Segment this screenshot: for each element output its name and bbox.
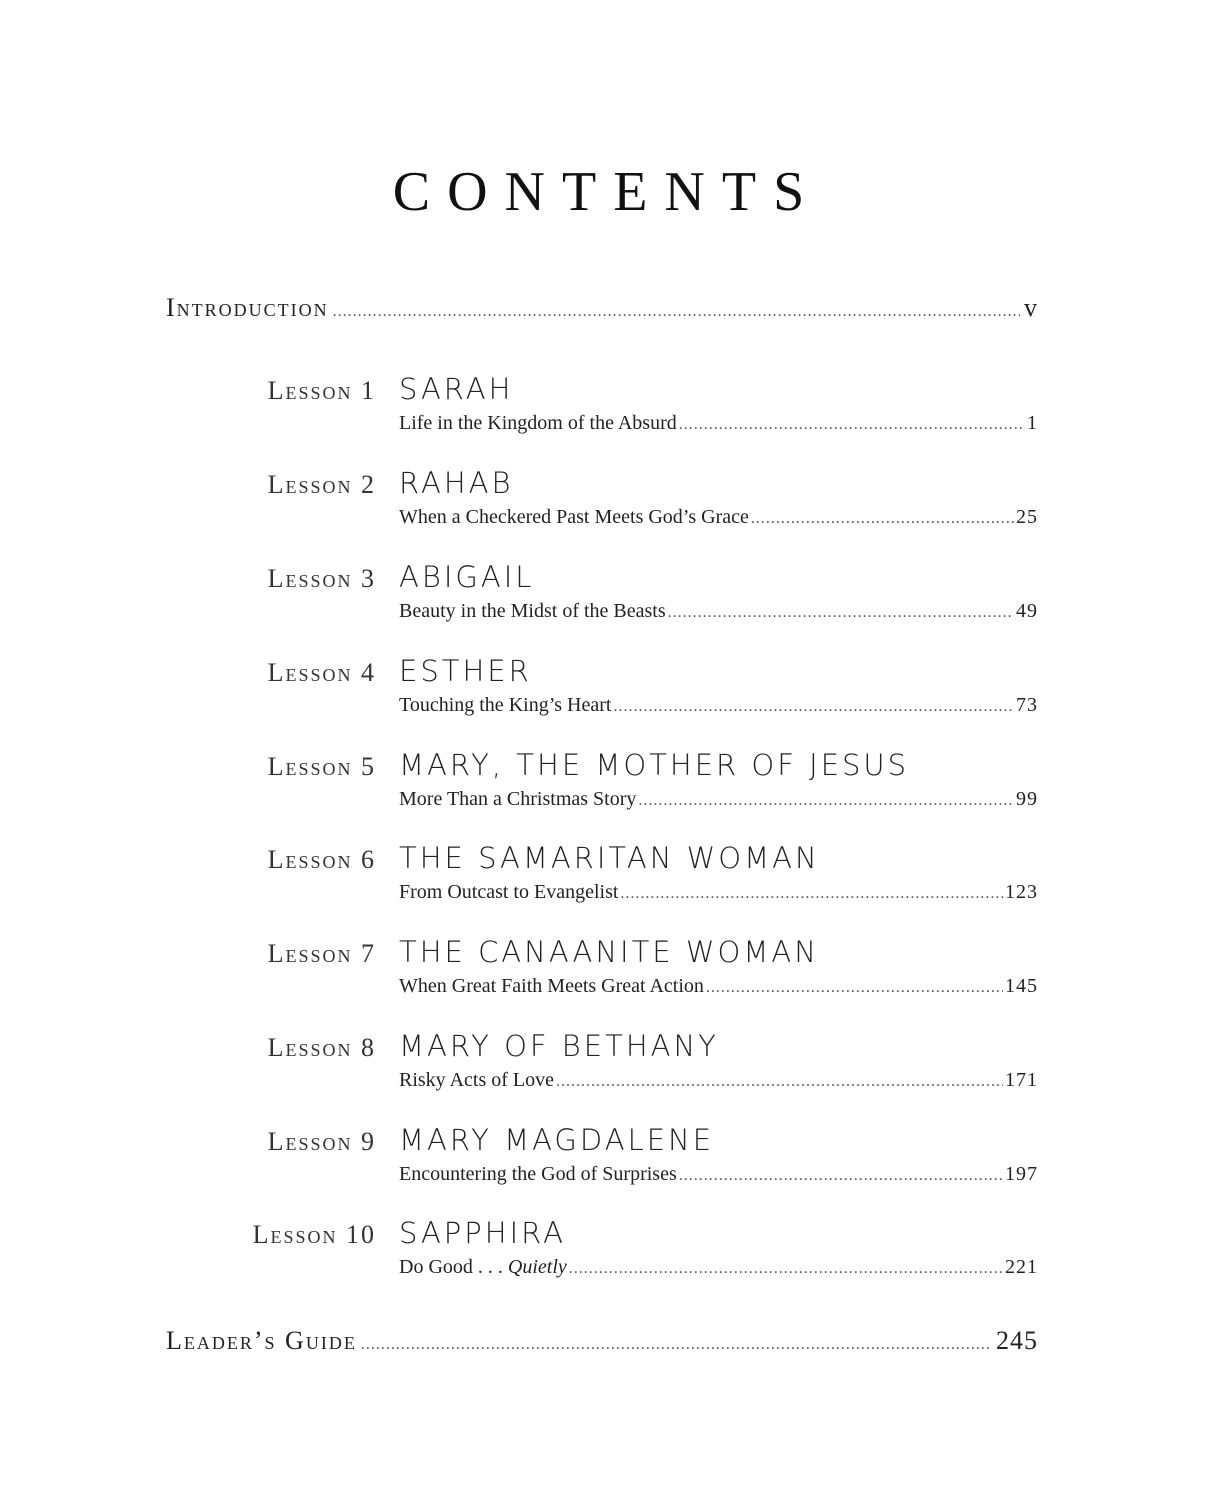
toc-entry-lesson-3[interactable]	[0, 560, 1206, 644]
toc-entry-leaders-guide[interactable]	[166, 1326, 1038, 1356]
dot-leader	[620, 885, 1003, 903]
lesson-subtitle: When Great Faith Meets Great Action	[399, 975, 704, 997]
lesson-subtitle-prefix: Do Good . . .	[399, 1256, 508, 1278]
lesson-subtitle: Risky Acts of Love	[399, 1069, 554, 1091]
dot-leader	[613, 698, 1014, 716]
lesson-label: Lesson 6	[267, 845, 376, 874]
lesson-label: Lesson 1	[267, 376, 376, 405]
lesson-page-number: 49	[1016, 600, 1038, 622]
lesson-subtitle-line	[399, 506, 1038, 529]
lesson-subtitle-line	[399, 600, 1038, 623]
lesson-label: Lesson 3	[267, 564, 376, 593]
lesson-subtitle: When a Checkered Past Meets God’s Grace	[399, 506, 749, 528]
toc-entry-lesson-2[interactable]	[0, 466, 1206, 550]
dot-leader	[361, 1336, 992, 1354]
toc-entry-lesson-5[interactable]	[0, 748, 1206, 832]
leaders-guide-label: Leader’s Guide	[166, 1326, 357, 1355]
lesson-page-number: 123	[1005, 881, 1038, 903]
lesson-page-number: 145	[1005, 975, 1038, 997]
lesson-subtitle: Life in the Kingdom of the Absurd	[399, 412, 677, 434]
toc-entry-lesson-8[interactable]	[0, 1029, 1206, 1113]
lesson-name: ABIGAIL	[399, 560, 535, 594]
lesson-subtitle-line	[399, 694, 1038, 717]
dot-leader	[668, 604, 1014, 622]
lesson-name: MARY, THE MOTHER OF JESUS	[399, 748, 910, 782]
dot-leader	[751, 510, 1014, 528]
lesson-label: Lesson 5	[267, 752, 376, 781]
lesson-label: Lesson 4	[267, 658, 376, 687]
toc-entry-lesson-6[interactable]	[0, 841, 1206, 925]
lesson-subtitle-line	[399, 881, 1038, 904]
dot-leader	[679, 416, 1025, 434]
lesson-subtitle: From Outcast to Evangelist	[399, 881, 619, 903]
dot-leader	[556, 1073, 1003, 1091]
lesson-page-number: 25	[1016, 506, 1038, 528]
lesson-label: Lesson 9	[267, 1127, 376, 1156]
dot-leader	[706, 979, 1003, 997]
lesson-subtitle-line	[399, 788, 1038, 811]
dot-leader	[333, 303, 1020, 321]
lesson-page-number: 73	[1016, 694, 1038, 716]
dot-leader	[679, 1167, 1003, 1185]
lesson-subtitle: Encountering the God of Surprises	[399, 1163, 677, 1185]
lesson-subtitle-italic: Quietly	[507, 1256, 567, 1278]
lesson-label: Lesson 2	[267, 470, 376, 499]
lesson-subtitle-line	[399, 412, 1038, 435]
lesson-name: RAHAB	[399, 466, 514, 500]
dot-leader	[638, 792, 1014, 810]
lesson-subtitle-line	[399, 975, 1038, 998]
lesson-name: THE CANAANITE WOMAN	[399, 935, 819, 969]
lesson-subtitle: More Than a Christmas Story	[399, 788, 637, 810]
lesson-subtitle	[399, 1256, 567, 1279]
toc-entry-lesson-1[interactable]	[0, 372, 1206, 456]
lesson-page-number: 197	[1005, 1163, 1038, 1185]
lesson-name: SAPPHIRA	[399, 1216, 566, 1250]
lesson-subtitle: Beauty in the Midst of the Beasts	[399, 600, 666, 622]
toc-entry-lesson-4[interactable]	[0, 654, 1206, 738]
lesson-page-number: 221	[1005, 1256, 1038, 1278]
lesson-subtitle-line	[399, 1256, 1038, 1279]
lesson-page-number: 171	[1005, 1069, 1038, 1091]
lesson-name: MARY OF BETHANY	[399, 1029, 719, 1063]
lesson-name: ESTHER	[399, 654, 532, 688]
toc-entry-lesson-9[interactable]	[0, 1123, 1206, 1207]
lesson-label: Lesson 7	[267, 939, 376, 968]
lesson-subtitle-line	[399, 1069, 1038, 1092]
lesson-subtitle: Touching the King’s Heart	[399, 694, 612, 716]
lesson-label: Lesson 10	[252, 1220, 376, 1249]
introduction-label: Introduction	[166, 293, 329, 322]
toc-entry-introduction[interactable]	[166, 293, 1038, 323]
toc-entry-lesson-7[interactable]	[0, 935, 1206, 1019]
introduction-page-number: v	[1024, 293, 1038, 322]
lesson-subtitle-line	[399, 1163, 1038, 1186]
lesson-page-number: 1	[1027, 412, 1038, 434]
leaders-guide-page-number: 245	[996, 1326, 1038, 1355]
lesson-label: Lesson 8	[267, 1033, 376, 1062]
toc-entry-lesson-10[interactable]	[0, 1216, 1206, 1300]
lesson-name: THE SAMARITAN WOMAN	[399, 841, 820, 875]
lesson-name: SARAH	[399, 372, 514, 406]
lesson-page-number: 99	[1016, 788, 1038, 810]
lesson-name: MARY MAGDALENE	[399, 1123, 715, 1157]
dot-leader	[569, 1260, 1003, 1278]
page-title: CONTENTS	[392, 161, 822, 223]
